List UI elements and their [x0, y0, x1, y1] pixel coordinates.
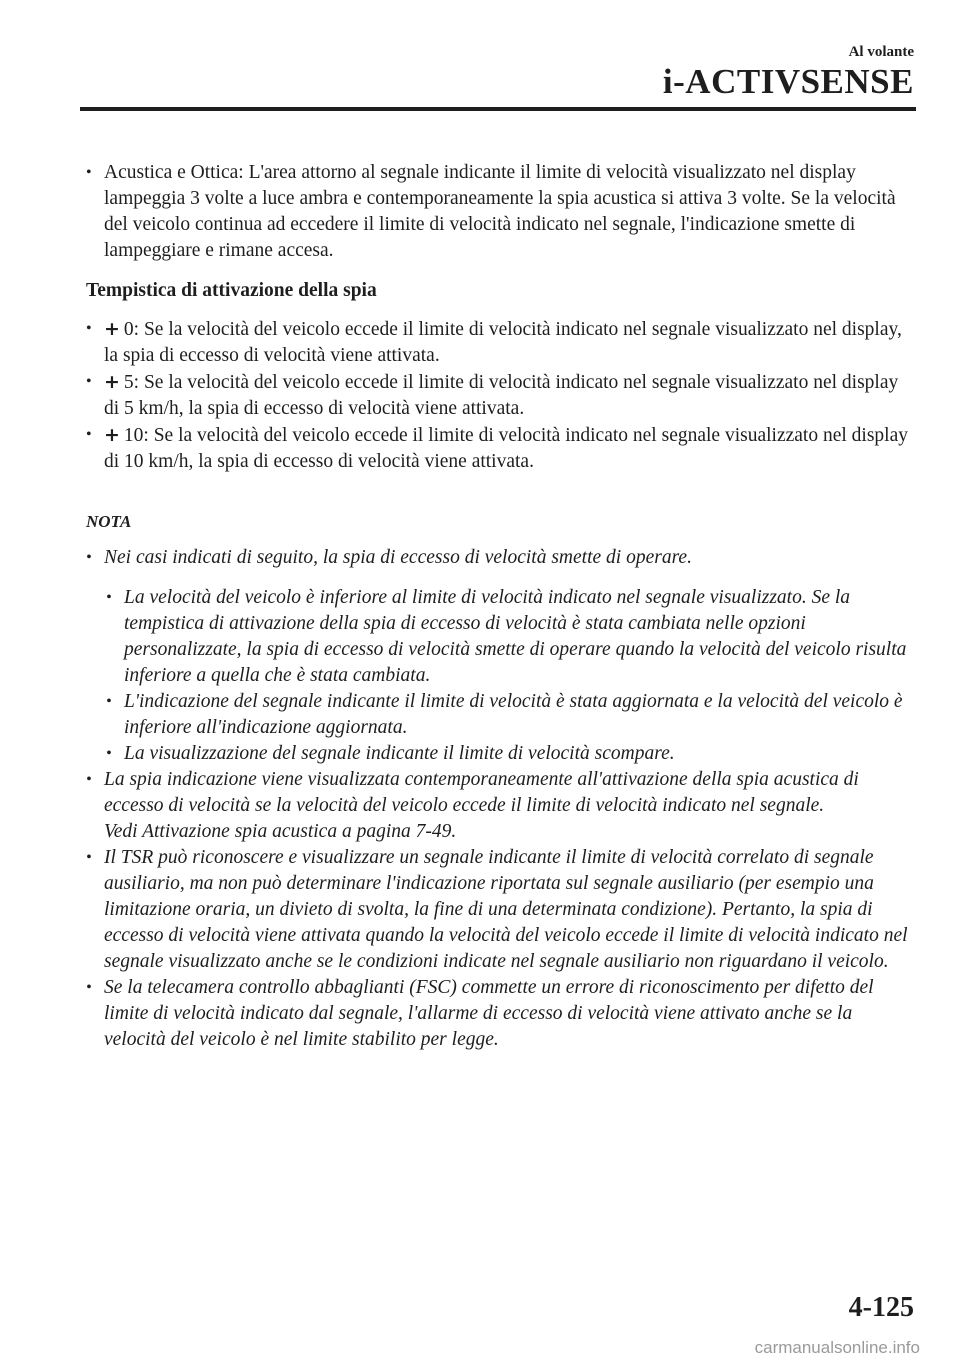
note-item: [86, 545, 918, 571]
timing-item-text: 0: Se la velocità del veicolo eccede il limite di velocità indicato nel segnale visualizzato nel display, la spia di eccesso di velocità viene attivata.: [104, 319, 902, 366]
page-content: [86, 160, 918, 1053]
bullet-marker: •: [86, 426, 92, 443]
note-label: NOTA: [86, 512, 132, 531]
note-sub-item-text: La velocità del veicolo è inferiore al limite di velocità indicato nel segnale visualizzato. Se la tempistica di attivazione della spia di eccesso di velocità è stata cambiata nelle opzioni personalizzate, la spia di eccesso di velocità smette di operare quando la velocità del veicolo risulta inferiore a quella che è stata cambiata.: [124, 587, 907, 686]
note-item-text: Il TSR può riconoscere e visualizzare un segnale indicante il limite di velocità correlato di segnale ausiliario, ma non può determinare l'indicazione riportata sul segnale ausiliario (per esempio una limitazione oraria, un divieto di svolta, la fine di una determinata condizione). Pertanto, la spia di eccesso di velocità viene attivata quando la velocità del veicolo eccede il limite di velocità indicato nel segnale visualizzato anche se le condizioni indicate nel segnale ausiliario non riguardano il veicolo.: [104, 847, 908, 972]
bullet-marker: •: [86, 373, 92, 390]
section-label: Al volante: [848, 44, 914, 60]
bullet-marker: •: [86, 979, 92, 996]
note-item-text: La spia indicazione viene visualizzata contemporaneamente all'attivazione della spia acustica di eccesso di velocità se la velocità del veicolo eccede il limite di velocità indicato nel segnale.: [104, 769, 859, 816]
page-number: 4-125: [848, 1292, 914, 1323]
bullet-marker: •: [106, 589, 112, 606]
bullet-marker: •: [86, 771, 92, 788]
note-item: [86, 975, 918, 1053]
bullet-marker: •: [106, 745, 112, 762]
header-divider: [80, 107, 916, 111]
timing-item-text: 10: Se la velocità del veicolo eccede il limite di velocità indicato nel segnale visualizzato nel display di 10 km/h, la spia di eccesso di velocità viene attivata.: [104, 425, 908, 472]
note-item: [86, 845, 918, 975]
intro-bullet: [86, 160, 918, 264]
note-item-text: Nei casi indicati di seguito, la spia di eccesso di velocità smette di operare.: [104, 547, 692, 568]
note-item-text: Se la telecamera controllo abbaglianti (FSC) commette un errore di riconoscimento per difetto del limite di velocità indicato dal segnale, l'allarme di eccesso di velocità viene attivato anche se la velocità del veicolo è nel limite stabilito per legge.: [104, 977, 874, 1050]
bullet-marker: •: [86, 549, 92, 566]
bullet-marker: •: [86, 164, 92, 181]
note-item: [86, 767, 918, 845]
timing-item: [86, 422, 918, 475]
timing-item: [86, 369, 918, 422]
timing-item: [86, 316, 918, 369]
note-sub-item: [106, 689, 918, 741]
note-sub-item: [106, 741, 918, 767]
note-sub-item-text: L'indicazione del segnale indicante il limite di velocità è stata aggiornata e la velocità del veicolo è inferiore all'indicazione aggiornata.: [124, 691, 903, 738]
timing-item-text: 5: Se la velocità del veicolo eccede il limite di velocità indicato nel segnale visualizzato nel display di 5 km/h, la spia di eccesso di velocità viene attivata.: [104, 372, 899, 419]
watermark: carmanualsonline.info: [754, 1338, 920, 1357]
page-reference: Vedi Attivazione spia acustica a pagina 7-49.: [104, 821, 457, 842]
note-sub-item-text: La visualizzazione del segnale indicante il limite di velocità scompare.: [124, 743, 675, 764]
chapter-title: i-ACTIVSENSE: [662, 62, 914, 101]
intro-bullet-text: Acustica e Ottica: L'area attorno al segnale indicante il limite di velocità visualizzato nel display lampeggia 3 volte a luce ambra e contemporaneamente la spia acustica si attiva 3 volte. Se la velocità del veicolo continua ad eccedere il limite di velocità indicato nel segnale, l'indicazione smette di lampeggiare e rimane accesa.: [104, 162, 896, 261]
plus-icon: +: [104, 424, 120, 446]
timing-heading: Tempistica di attivazione della spia: [86, 280, 377, 301]
bullet-marker: •: [106, 693, 112, 710]
timing-list: [86, 316, 918, 475]
plus-icon: +: [104, 371, 120, 393]
bullet-marker: •: [86, 320, 92, 337]
plus-icon: +: [104, 318, 120, 340]
bullet-marker: •: [86, 849, 92, 866]
note-list: [86, 545, 918, 1053]
note-sub-item: [106, 585, 918, 689]
